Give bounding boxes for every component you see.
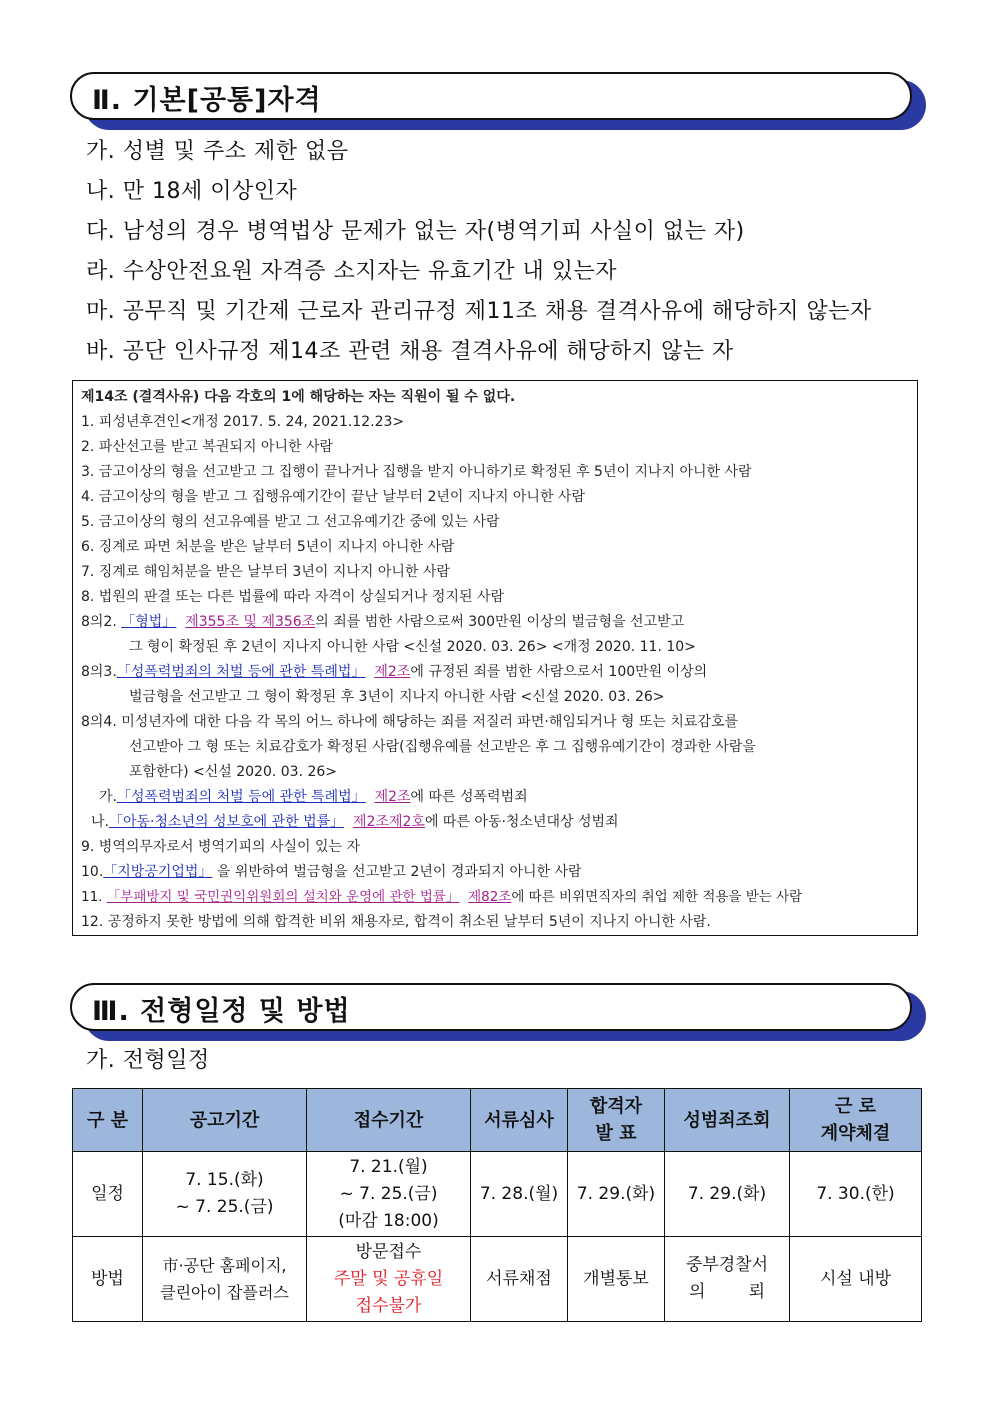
- table-header-row: [73, 1089, 922, 1152]
- rule-item: 9. 병역의무자로서 병역기피의 사실이 있는 자: [81, 839, 361, 855]
- rule-item-8-3: [81, 660, 909, 685]
- table-cell: 7. 30.(한): [790, 1152, 922, 1237]
- table-cell-receipt-method: [307, 1237, 471, 1322]
- header-text: 서류심사: [484, 1109, 554, 1131]
- table-row: [73, 1152, 922, 1237]
- header-text: 성범죄조회: [683, 1109, 771, 1131]
- rule-item: 1. 피성년후견인<개정 2017. 5. 24, 2021.12.23>: [81, 414, 405, 430]
- rule-prefix: 11.: [81, 889, 103, 905]
- law-link-youth-protection-act[interactable]: 「아동·청소년의 성보호에 관한 법률」: [108, 814, 345, 830]
- rule-item: 4. 금고이상의 형을 받고 그 집행유예기간이 끝난 날부터 2년이 지나지 아니한 사람: [81, 489, 585, 505]
- rule-item-11: [81, 885, 909, 910]
- rule-item-continuation: 그 형이 확정된 후 2년이 지나지 아니한 사람 <신설 2020. 03. 26> <개정 2020. 11. 10>: [129, 639, 696, 655]
- header-text: 근 로 계약체결: [820, 1096, 891, 1144]
- rule-item: 3. 금고이상의 형을 선고받고 그 집행이 끝나거나 집행을 받지 아니하기로 확정된 후 5년이 지나지 아니한 사람: [81, 464, 752, 480]
- table-header-cell: [471, 1089, 568, 1152]
- table-cell: 7. 21.(월) ~ 7. 25.(금) (마감 18:00): [307, 1152, 471, 1237]
- section-title: Ⅲ. 전형일정 및 방법: [92, 996, 351, 1027]
- qualification-item: 바. 공단 인사규정 제14조 관련 채용 결격사유에 해당하지 않는 자: [86, 339, 734, 364]
- table-header-cell: [73, 1089, 143, 1152]
- table-cell: 市·공단 홈페이지, 클린아이 잡플러스: [143, 1237, 307, 1322]
- table-cell: 중부경찰서 의 뢰: [665, 1237, 790, 1322]
- table-cell: 개별통보: [568, 1237, 665, 1322]
- section-title: Ⅱ. 기본[공통]자격: [92, 85, 322, 116]
- rule-item: 5. 금고이상의 형의 선고유예를 받고 그 선고유예기간 중에 있는 사람: [81, 514, 500, 530]
- table-row: [73, 1237, 922, 1322]
- law-link-local-public-enterprises-act[interactable]: 「지방공기업법」: [103, 864, 213, 880]
- rule-item-8-4: 8의4. 미성년자에 대한 다음 각 목의 어느 하나에 해당하는 죄를 저질러 파면·해임되거나 형 또는 치료감호를: [81, 714, 739, 730]
- rule-prefix: 8의2.: [81, 614, 122, 630]
- rule-item: 8. 법원의 판결 또는 다른 법률에 따라 자격이 상실되거나 정지된 사람: [81, 589, 505, 605]
- rule-item-10: [81, 860, 909, 885]
- rule-item: 12. 공정하지 못한 방법에 의해 합격한 비위 채용자로, 합격이 취소된 날부터 5년이 지나지 아니한 사람.: [81, 914, 711, 930]
- rule-prefix: 10.: [81, 864, 104, 880]
- row-label: 일정: [73, 1152, 143, 1237]
- header-text: 공고기간: [189, 1109, 260, 1131]
- law-link-anti-corruption-act[interactable]: 「부패방지 및 국민권익위원회의 설치와 운영에 관한 법률」: [106, 889, 460, 905]
- rule-prefix: 가.: [99, 789, 117, 805]
- rule-text: 에 따른 비위면직자의 취업 제한 적용을 받는 사람: [511, 889, 803, 905]
- rule-prefix: 나.: [91, 814, 109, 830]
- law-link-sexual-violence-act[interactable]: 「성폭력범죄의 처벌 등에 관한 특례법」: [116, 664, 366, 680]
- rule-item-continuation: 선고받아 그 형 또는 치료감호가 확정된 사람(집행유예를 선고받은 후 그 집행유예기간이 경과한 사람을: [129, 739, 756, 755]
- receipt-method-line: 방문접수: [355, 1241, 422, 1262]
- table-header-cell: [568, 1089, 665, 1152]
- table-header-cell: [143, 1089, 307, 1152]
- header-text: 접수기간: [353, 1109, 424, 1131]
- article-link[interactable]: 제356조: [261, 614, 316, 630]
- section-header-schedule: [70, 983, 920, 1035]
- table-header-cell: [665, 1089, 790, 1152]
- qualification-item: 다. 남성의 경우 병역법상 문제가 없는 자(병역기피 사실이 없는 자): [86, 219, 745, 244]
- schedule-subtitle: 가. 전형일정: [86, 1048, 210, 1073]
- qualification-item: 마. 공무직 및 기간제 근로자 관리규정 제11조 채용 결격사유에 해당하지 않는자: [86, 299, 872, 324]
- article-link-connector: 및: [239, 614, 262, 630]
- article-link[interactable]: 제82조: [468, 889, 512, 905]
- rule-item: 6. 징계로 파면 처분을 받은 날부터 5년이 지나지 아니한 사람: [81, 539, 455, 555]
- receipt-method-warning: 접수불가: [355, 1295, 422, 1316]
- qualification-item: 가. 성별 및 주소 제한 없음: [86, 139, 349, 164]
- rule-text: 을 위반하여 벌금형을 선고받고 2년이 경과되지 아니한 사람: [216, 864, 582, 880]
- rule-text: 의 죄를 범한 사람으로써 300만원 이상의 벌금형을 선고받고: [315, 614, 685, 630]
- disqualification-rules-box: [72, 380, 918, 936]
- rule-text: 에 따른 아동·청소년대상 성범죄: [424, 814, 619, 830]
- header-text: 구 분: [86, 1109, 129, 1131]
- schedule-table: [72, 1088, 922, 1322]
- rules-heading: 제14조 (결격사유) 다음 각호의 1에 해당하는 자는 직원이 될 수 없다.: [81, 389, 516, 405]
- rule-subitem-ga: [81, 785, 909, 810]
- rule-item-continuation: 포함한다) <신설 2020. 03. 26>: [129, 764, 338, 780]
- qualification-item: 나. 만 18세 이상인자: [86, 179, 298, 204]
- law-link-sexual-violence-act[interactable]: 「성폭력범죄의 처벌 등에 관한 특례법」: [116, 789, 366, 805]
- article-link[interactable]: 제2조: [374, 664, 411, 680]
- article-link[interactable]: 제2조제2호: [353, 814, 425, 830]
- table-cell: 7. 29.(화): [665, 1152, 790, 1237]
- table-cell: 서류채점: [471, 1237, 568, 1322]
- rule-subitem-na: [81, 810, 909, 835]
- qualification-item: 라. 수상안전요원 자격증 소지자는 유효기간 내 있는자: [86, 259, 617, 284]
- article-link[interactable]: 제355조: [185, 614, 239, 630]
- table-cell: 7. 28.(월): [471, 1152, 568, 1237]
- receipt-method-warning: 주말 및 공휴일: [333, 1268, 444, 1289]
- section-header-qualifications: [70, 72, 920, 124]
- table-cell: 7. 29.(화): [568, 1152, 665, 1237]
- qualifications-list: [86, 132, 872, 372]
- table-cell: 시설 내방: [790, 1237, 922, 1322]
- rule-prefix: 8의3.: [81, 664, 117, 680]
- rule-item-continuation: 벌금형을 선고받고 그 형이 확정된 후 3년이 지나지 아니한 사람 <신설 2020. 03. 26>: [129, 689, 665, 705]
- table-header-cell: [307, 1089, 471, 1152]
- rule-text: 에 규정된 죄를 범한 사람으로서 100만원 이상의: [410, 664, 708, 680]
- article-link[interactable]: 제2조: [374, 789, 411, 805]
- table-cell: 7. 15.(화) ~ 7. 25.(금): [143, 1152, 307, 1237]
- law-link-criminal-act[interactable]: 「형법」: [121, 614, 177, 630]
- rule-item: 2. 파산선고를 받고 복권되지 아니한 사람: [81, 439, 333, 455]
- rule-item-8-2: [81, 610, 909, 635]
- header-text: 합격자 발 표: [589, 1096, 643, 1144]
- rule-text: 에 따른 성폭력범죄: [410, 789, 528, 805]
- table-header-cell: [790, 1089, 922, 1152]
- row-label: 방법: [73, 1237, 143, 1322]
- rule-item: 7. 징계로 해임처분을 받은 날부터 3년이 지나지 아니한 사람: [81, 564, 450, 580]
